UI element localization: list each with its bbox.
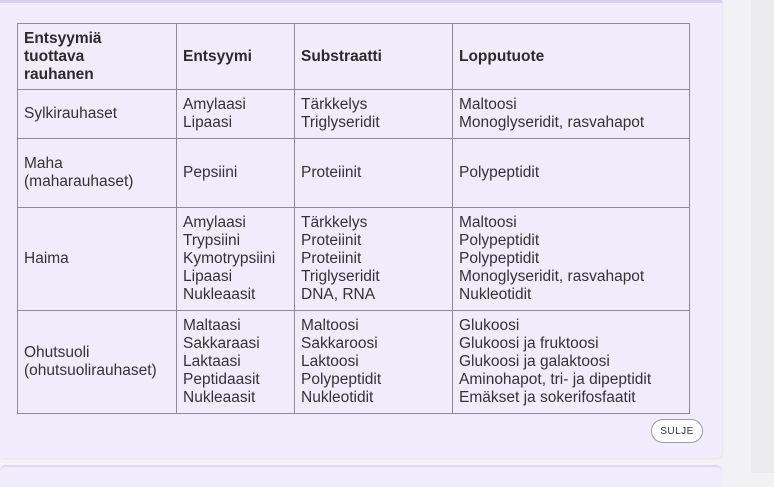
enzyme-table: [17, 23, 690, 414]
gland-cell: [18, 311, 177, 414]
table-row: [18, 90, 690, 139]
cell-line: DNA, RNA: [301, 286, 376, 303]
cell-line: Maltoosi: [301, 317, 359, 334]
cell-line: Sakkaroosi: [301, 335, 378, 352]
cell-line: Kymotrypsiini: [183, 250, 276, 267]
close-button[interactable]: SULJE: [651, 419, 703, 443]
cell-line: Haima: [24, 250, 69, 267]
table-header-row: [18, 24, 690, 90]
cell-line: Lipaasi: [183, 268, 233, 285]
cell-line: Tärkkelys: [301, 96, 368, 113]
table-row: [18, 311, 690, 414]
cell-line: Proteiinit: [301, 164, 362, 181]
header-substrate: Substraatti: [295, 24, 453, 90]
cell-line: Proteiinit: [301, 250, 362, 267]
product-cell: [453, 311, 690, 414]
cell-line: Polypeptidit: [301, 371, 382, 388]
cell-line: Glukoosi: [459, 317, 520, 334]
header-product: Lopputuote: [453, 24, 690, 90]
scrollbar-track[interactable]: [751, 0, 774, 473]
cell-line: Lipaasi: [183, 114, 233, 131]
cell-line: Emäkset ja sokerifosfaatit: [459, 389, 636, 406]
cell-line: Maltoosi: [459, 214, 517, 231]
next-panel-edge: [0, 465, 722, 487]
header-gland-line: Entsyymiä: [24, 29, 102, 47]
substrate-cell: [295, 311, 453, 414]
cell-line: Triglyseridit: [301, 268, 380, 285]
enzyme-cell: [177, 90, 295, 139]
cell-line: Sakkaraasi: [183, 335, 260, 352]
header-gland-line: rauhanen: [24, 65, 94, 83]
cell-line: Polypeptidit: [459, 232, 540, 249]
header-enzyme: Entsyymi: [177, 24, 295, 90]
product-cell: [453, 90, 690, 139]
cell-line: Monoglyseridit, rasvahapot: [459, 114, 645, 131]
enzyme-cell: [177, 139, 295, 208]
cell-line: Amylaasi: [183, 96, 246, 113]
header-gland: [18, 24, 177, 90]
cell-line: Nukleotidit: [301, 389, 374, 406]
product-cell: [453, 208, 690, 311]
cell-line: Polypeptidit: [459, 164, 540, 181]
cell-line: Aminohapot, tri- ja dipeptidit: [459, 371, 652, 388]
gland-cell: [18, 208, 177, 311]
gland-cell: [18, 139, 177, 208]
cell-line: Polypeptidit: [459, 250, 540, 267]
cell-line: Peptidaasit: [183, 371, 260, 388]
enzyme-cell: [177, 208, 295, 311]
cell-line: Triglyseridit: [301, 114, 380, 131]
cell-line: Amylaasi: [183, 214, 246, 231]
cell-line: Nukleotidit: [459, 286, 532, 303]
table-row: [18, 208, 690, 311]
product-cell: [453, 139, 690, 208]
substrate-cell: [295, 90, 453, 139]
enzyme-cell: [177, 311, 295, 414]
substrate-cell: [295, 139, 453, 208]
cell-line: Monoglyseridit, rasvahapot: [459, 268, 645, 285]
cell-line: Trypsiini: [183, 232, 241, 249]
gland-cell: [18, 90, 177, 139]
header-gland-line: tuottava: [24, 47, 85, 65]
cell-line: (ohutsuolirauhaset): [24, 362, 157, 379]
cell-line: Nukleaasit: [183, 389, 256, 406]
cell-line: Nukleaasit: [183, 286, 256, 303]
cell-line: Proteiinit: [301, 232, 362, 249]
table-row: [18, 139, 690, 208]
cell-line: Maltaasi: [183, 317, 241, 334]
cell-line: Ohutsuoli: [24, 344, 90, 361]
cell-line: Glukoosi ja fruktoosi: [459, 335, 599, 352]
cell-line: Pepsiini: [183, 164, 238, 181]
cell-line: (maharauhaset): [24, 173, 134, 190]
cell-line: Maltoosi: [459, 96, 517, 113]
cell-line: Tärkkelys: [301, 214, 368, 231]
substrate-cell: [295, 208, 453, 311]
cell-line: Glukoosi ja galaktoosi: [459, 353, 610, 370]
cell-line: Laktaasi: [183, 353, 241, 370]
cell-line: Sylkirauhaset: [24, 105, 118, 122]
cell-line: Laktoosi: [301, 353, 359, 370]
cell-line: Maha: [24, 155, 63, 172]
